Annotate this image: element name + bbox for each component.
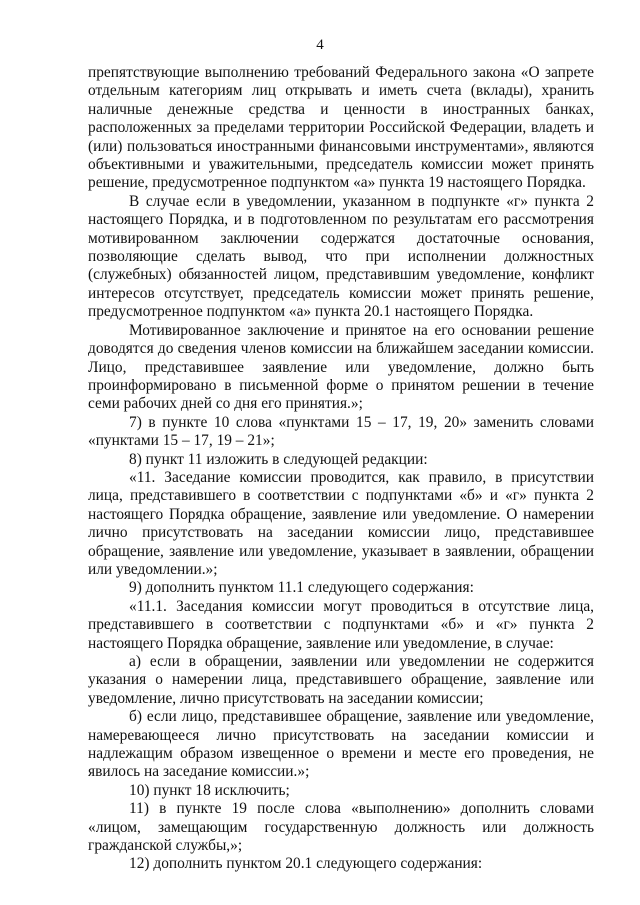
paragraph: «11. Заседание комиссии проводится, как правило, в присутствии лица, представившего в соответствии с подпунктами «б» и «г» пункта 2 настоящего Порядка обращение, заявление или уведомление. О намерении лично присутствовать на заседании комиссии лицо, представившее обращение, заявление или уведомление, указывает в заявлении, обращении или уведомлении.»; <box>88 468 594 578</box>
document-body <box>88 64 594 874</box>
paragraph: 12) дополнить пунктом 20.1 следующего содержания: <box>129 855 483 873</box>
paragraph: «11.1. Заседания комиссии могут проводиться в отсутствие лица, представившего в соответствии с подпунктами «б» и «г» пункта 2 настоящего Порядка обращение, заявление или уведомление, в случае: <box>88 597 594 652</box>
paragraph: 8) пункт 11 изложить в следующей редакции: <box>129 450 428 468</box>
paragraph: б) если лицо, представившее обращение, заявление или уведомление, намеревающееся лично присутствовать на заседании комиссии и надлежащим образом извещенное о времени и месте его проведения, не явилось на заседание комиссии.»; <box>88 708 594 781</box>
paragraph: 11) в пункте 19 после слова «выполнению» дополнить словами «лицом, замещающим государственную должность или должность гражданской службы,»; <box>88 800 594 855</box>
paragraph: 10) пункт 18 исключить; <box>129 781 290 799</box>
paragraph: 7) в пункте 10 слова «пунктами 15 – 17, 19, 20» заменить словами «пунктами 15 – 17, 19 – 21»; <box>88 413 594 450</box>
paragraph: препятствующие выполнению требований Федерального закона «О запрете отдельным категориям лиц открывать и иметь счета (вклады), хранить наличные денежные средства и ценности в иностранных банках, расположенных за пределами территории Российской Федерации, владеть и (или) пользоваться иностранными финансовыми инструментами», являются объективными и уважительными, председатель комиссии может принять решение, предусмотренное подпунктом «а» пункта 19 настоящего Порядка. <box>88 64 594 192</box>
paragraph: В случае если в уведомлении, указанном в подпункте «г» пункта 2 настоящего Порядка, и в подготовленном по результатам его рассмотрения мотивированном заключении содержатся достаточные основания, позволяющие сделать вывод, что при исполнении должностных (служебных) обязанностей лицом, представившим уведомление, конфликт интересов отсутствует, председатель комиссии может принять решение, предусмотренное подпунктом «а» пункта 20.1 настоящего Порядка. <box>88 192 594 321</box>
page-number: 4 <box>316 37 324 53</box>
paragraph: Мотивированное заключение и принятое на его основании решение доводятся до сведения членов комиссии на ближайшем заседании комиссии. Лицо, представившее заявление или уведомление, должно быть проинформировано в письменной форме о принятом решении в течение семи рабочих дней со дня его принятия.»; <box>88 321 594 413</box>
paragraph: 9) дополнить пунктом 11.1 следующего содержания: <box>129 579 474 597</box>
paragraph: а) если в обращении, заявлении или уведомлении не содержится указания о намерении лица, представившего обращение, заявление или уведомление, лично присутствовать на заседании комиссии; <box>88 653 594 707</box>
